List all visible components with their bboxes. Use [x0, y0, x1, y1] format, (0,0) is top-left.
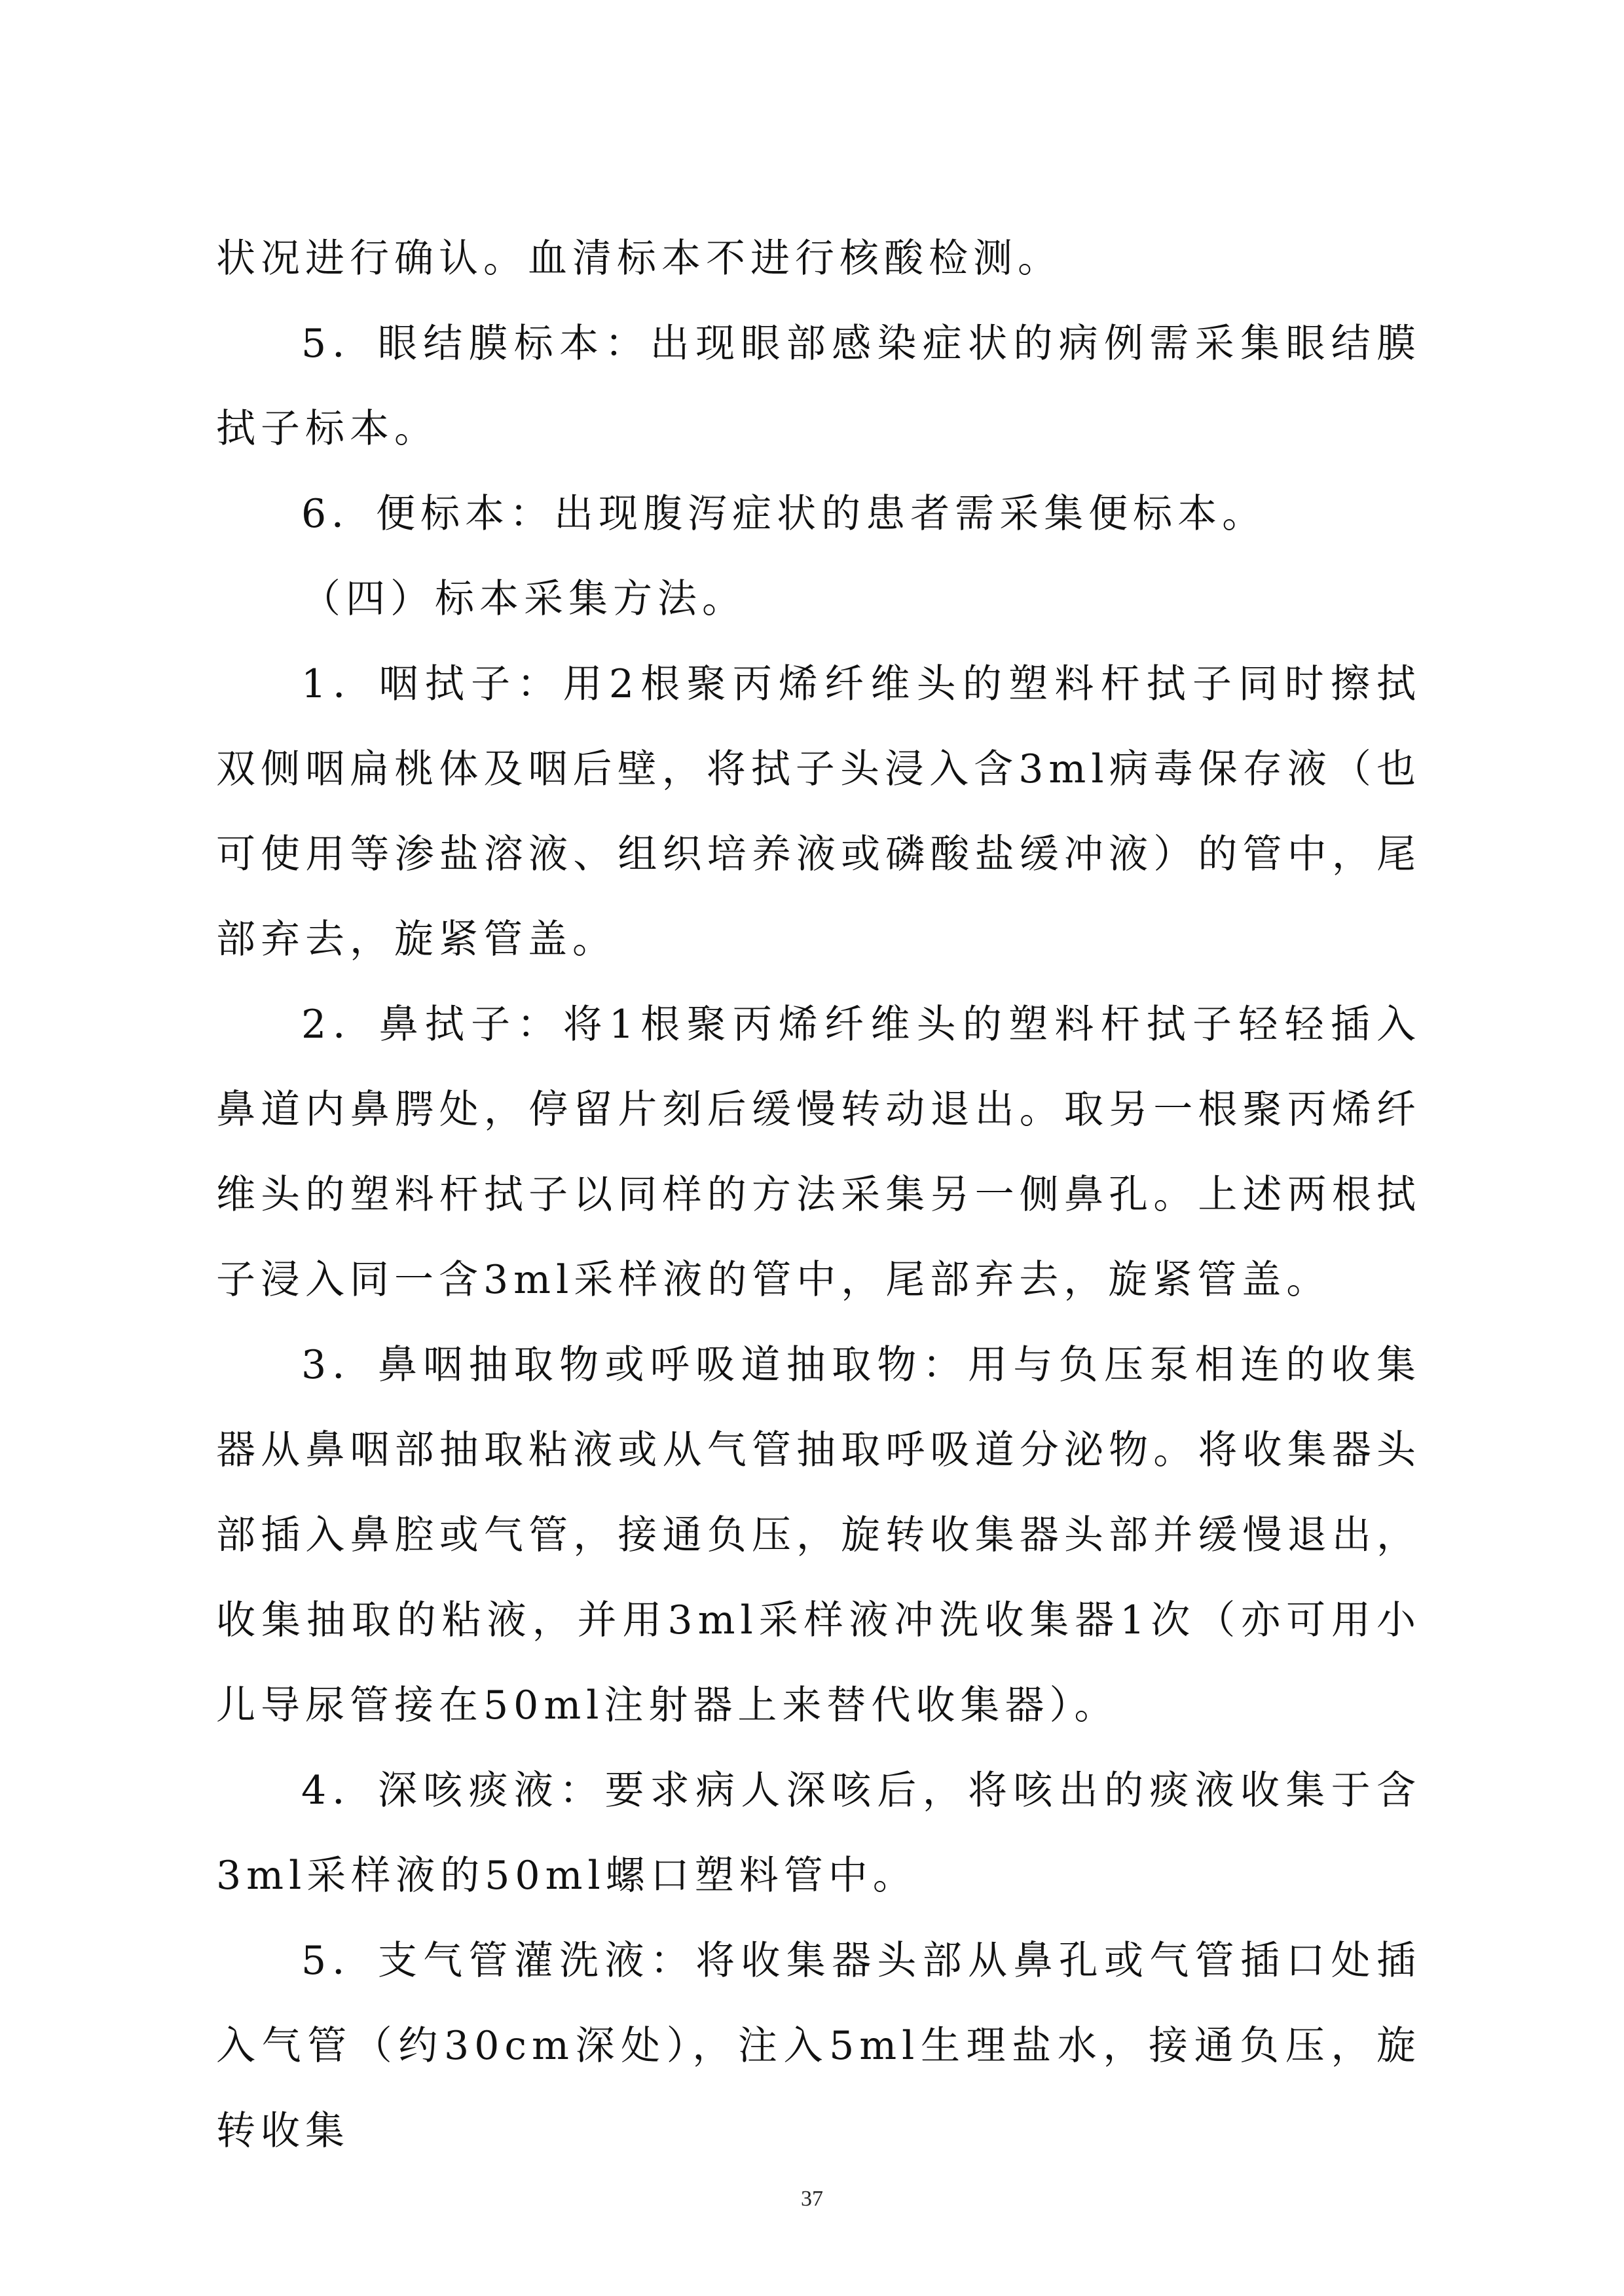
paragraph-serum-continuation: 状况进行确认。血清标本不进行核酸检测。 [216, 236, 1062, 282]
paragraph-throat-swab: 1．咽拭子：用2根聚丙烯纤维头的塑料杆拭子同时擦拭双侧咽扁桃体及咽后壁，将拭子头浸入含3ml病毒保存液（也可使用等渗盐溶液、组织培养液或磷酸盐缓冲液）的管中，尾部弃去，旋紧管盖。 [216, 661, 1421, 962]
page-number: 37 [801, 2187, 823, 2211]
section-heading-collection-methods: （四）标本采集方法。 [301, 576, 747, 622]
paragraph-conjunctival-specimen: 5．眼结膜标本：出现眼部感染症状的病例需采集眼结膜拭子标本。 [216, 321, 1421, 452]
paragraph-nasopharyngeal-aspirate: 3．鼻咽抽取物或呼吸道抽取物：用与负压泵相连的收集器从鼻咽部抽取粘液或从气管抽取呼吸道分泌物。将收集器头部插入鼻腔或气管，接通负压，旋转收集器头部并缓慢退出，收集抽取的粘液，并用3ml采样液冲洗收集器1次（亦可用小儿导尿管接在50ml注射器上来替代收集器）。 [216, 1342, 1421, 1728]
paragraph-bronchial-lavage: 5．支气管灌洗液：将收集器头部从鼻孔或气管插口处插入气管（约30cm深处），注入5ml生理盐水，接通负压，旋转收集 [216, 1938, 1421, 2154]
document-body [216, 216, 1421, 2174]
paragraph-stool-specimen: 6．便标本：出现腹泻症状的患者需采集便标本。 [301, 491, 1267, 537]
paragraph-nasal-swab: 2．鼻拭子：将1根聚丙烯纤维头的塑料杆拭子轻轻插入鼻道内鼻腭处，停留片刻后缓慢转动退出。取另一根聚丙烯纤维头的塑料杆拭子以同样的方法采集另一侧鼻孔。上述两根拭子浸入同一含3ml采样液的管中，尾部弃去，旋紧管盖。 [216, 1002, 1421, 1303]
paragraph-deep-cough-sputum: 4．深咳痰液：要求病人深咳后，将咳出的痰液收集于含3ml采样液的50ml螺口塑料管中。 [216, 1768, 1421, 1899]
